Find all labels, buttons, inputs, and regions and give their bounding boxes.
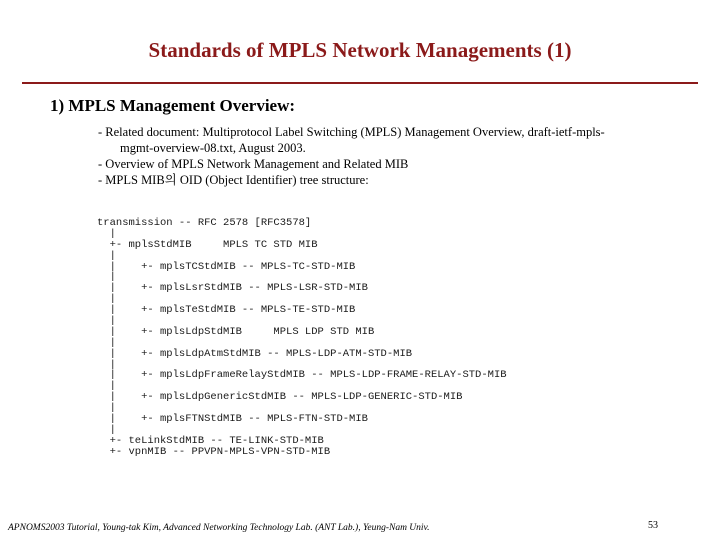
section-heading: 1) MPLS Management Overview: xyxy=(50,96,296,115)
tree-line: | xyxy=(97,227,116,240)
tree-line: | xyxy=(97,249,116,262)
tree-line: | xyxy=(97,336,116,349)
bullet-item xyxy=(98,156,698,172)
tree-line: | +- mplsLsrStdMIB -- MPLS-LSR-STD-MIB xyxy=(97,282,368,295)
tree-line: | +- mplsLdpStdMIB MPLS LDP STD MIB xyxy=(97,325,375,338)
bullet-item xyxy=(98,172,698,188)
tree-line: transmission -- RFC 2578 [RFC3578] xyxy=(97,217,312,229)
tree-line: | xyxy=(97,402,116,415)
page-number: 53 xyxy=(648,520,658,531)
tree-line: +- teLinkStdMIB -- TE-LINK-STD-MIB xyxy=(97,434,324,447)
tree-line: | xyxy=(97,315,116,328)
bullet-text: - Related document: Multiprotocol Label Switching (MPLS) Management Overview, draft-ietf-mpls- xyxy=(98,125,605,139)
oid-tree xyxy=(97,218,507,458)
tree-line: +- vpnMIB -- PPVPN-MPLS-VPN-STD-MIB xyxy=(97,445,331,458)
tree-line: +- mplsStdMIB MPLS TC STD MIB xyxy=(97,238,318,251)
tree-line: | xyxy=(97,271,116,284)
tree-line: | +- mplsLdpFrameRelayStdMIB -- MPLS-LDP-FRAME-RELAY-STD-MIB xyxy=(97,369,507,382)
tree-line: | +- mplsFTNStdMIB -- MPLS-FTN-STD-MIB xyxy=(97,413,368,426)
title-divider xyxy=(22,82,698,84)
bullet-text-continuation: mgmt-overview-08.txt, August 2003. xyxy=(120,141,306,155)
tree-line: | xyxy=(97,380,116,393)
bullet-list xyxy=(98,124,698,188)
tree-line: | xyxy=(97,358,116,371)
bullet-item xyxy=(98,124,698,156)
tree-line: | +- mplsTeStdMIB -- MPLS-TE-STD-MIB xyxy=(97,304,356,317)
tree-line: | +- mplsLdpAtmStdMIB -- MPLS-LDP-ATM-STD-MIB xyxy=(97,347,413,360)
tree-line: | xyxy=(97,293,116,306)
slide-title: Standards of MPLS Network Managements (1) xyxy=(148,38,572,62)
tree-line: | +- mplsTCStdMIB -- MPLS-TC-STD-MIB xyxy=(97,260,356,273)
tree-line: | xyxy=(97,423,116,436)
bullet-text: - MPLS MIB의 OID (Object Identifier) tree structure: xyxy=(98,173,369,187)
slide-footer: APNOMS2003 Tutorial, Young-tak Kim, Advanced Networking Technology Lab. (ANT Lab.), Yeung-Nam Univ. xyxy=(8,523,430,533)
tree-line: | +- mplsLdpGenericStdMIB -- MPLS-LDP-GENERIC-STD-MIB xyxy=(97,391,463,404)
bullet-text: - Overview of MPLS Network Management and Related MIB xyxy=(98,157,409,171)
